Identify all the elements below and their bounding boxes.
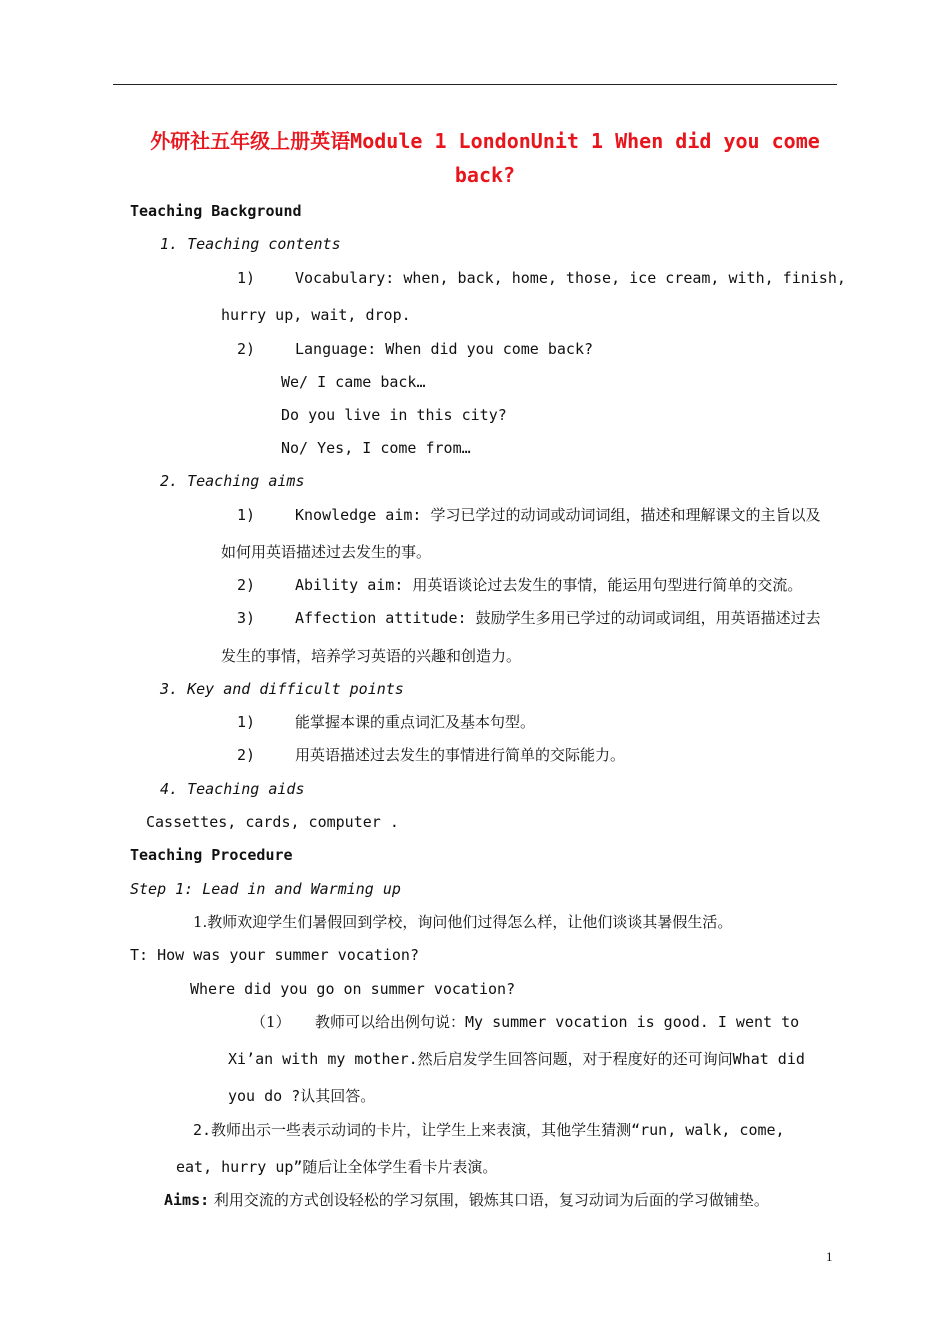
page-number: 1 <box>826 1249 833 1264</box>
aims-line <box>164 1190 769 1210</box>
list-text: Ability aim: 用英语谈论过去发生的事情，能运用句型进行简单的交流。 <box>295 576 803 594</box>
header-rule <box>113 84 837 85</box>
list-item-key-point <box>237 745 625 765</box>
list-item-knowledge-aim <box>237 505 820 525</box>
section-heading-background: Teaching Background <box>130 202 302 220</box>
section-heading-procedure: Teaching Procedure <box>130 846 293 864</box>
procedure-paragraph-cont: eat, hurry up”随后让全体学生看卡片表演。 <box>176 1158 498 1176</box>
list-text: Knowledge aim: 学习已学过的动词或动词词组，描述和理解课文的主旨以及 <box>295 506 821 524</box>
list-item-affection-attitude <box>237 608 821 628</box>
sub-item-cont: Xi’an with my mother.然后启发学生回答问题，对于程度好的还可询问What did <box>228 1050 805 1068</box>
list-number: 2) <box>237 340 256 358</box>
teacher-line: T: How was your summer vocation? <box>130 946 419 964</box>
list-number: 2) <box>237 576 256 594</box>
subheading-aims: 2. Teaching aims <box>160 472 305 490</box>
document-title-line1: 外研社五年级上册英语Module 1 LondonUnit 1 When did you come <box>150 129 820 153</box>
sub-item-cont: you do ?认其回答。 <box>228 1087 376 1105</box>
aids-text: Cassettes, cards, computer . <box>146 813 399 831</box>
list-text: Vocabulary: when, back, home, those, ice cream, with, finish, <box>295 269 846 287</box>
language-line: No/ Yes, I come from… <box>281 439 471 457</box>
list-item-vocabulary <box>237 268 846 288</box>
list-item-language <box>237 339 593 359</box>
list-number: 3) <box>237 609 256 627</box>
sub-item-text: 教师可以给出例句说：My summer vocation is good. I went to <box>315 1013 800 1031</box>
list-number: 2) <box>237 746 256 764</box>
list-text: 能掌握本课的重点词汇及基本句型。 <box>295 713 536 731</box>
aims-text: 利用交流的方式创设轻松的学习氛围，锻炼其口语，复习动词为后面的学习做铺垫。 <box>209 1191 769 1209</box>
procedure-paragraph: 1.教师欢迎学生们暑假回到学校，询问他们过得怎么样，让他们谈谈其暑假生活。 <box>193 913 733 931</box>
step-heading: Step 1: Lead in and Warming up <box>130 880 401 898</box>
subheading-aids: 4. Teaching aids <box>160 780 305 798</box>
list-text: Affection attitude: 鼓励学生多用已学过的动词或词组，用英语描述过去 <box>295 609 821 627</box>
subheading-contents: 1. Teaching contents <box>160 235 341 253</box>
list-item-key-point <box>237 712 535 732</box>
list-item-ability-aim <box>237 575 802 595</box>
subheading-key-points: 3. Key and difficult points <box>160 680 404 698</box>
document-title-line2: back? <box>454 163 516 187</box>
list-item-affection-attitude-cont: 发生的事情，培养学习英语的兴趣和创造力。 <box>221 647 522 665</box>
teacher-line: Where did you go on summer vocation? <box>190 980 516 998</box>
language-line: Do you live in this city? <box>281 406 507 424</box>
list-number: 1) <box>237 269 256 287</box>
language-line: We/ I came back… <box>281 373 426 391</box>
procedure-paragraph: 2.教师出示一些表示动词的卡片，让学生上来表演，其他学生猜测“run, walk, come, <box>193 1121 785 1139</box>
sub-item <box>251 1012 799 1032</box>
list-number: 1) <box>237 713 256 731</box>
list-item-vocabulary-cont: hurry up, wait, drop. <box>221 306 411 324</box>
aims-label: Aims: <box>164 1191 210 1209</box>
list-text: Language: When did you come back? <box>295 340 594 358</box>
list-text: 用英语描述过去发生的事情进行简单的交际能力。 <box>295 746 626 764</box>
list-number: 1) <box>237 506 256 524</box>
sub-item-number: （1） <box>251 1013 291 1031</box>
list-item-knowledge-aim-cont: 如何用英语描述过去发生的事。 <box>221 543 432 561</box>
